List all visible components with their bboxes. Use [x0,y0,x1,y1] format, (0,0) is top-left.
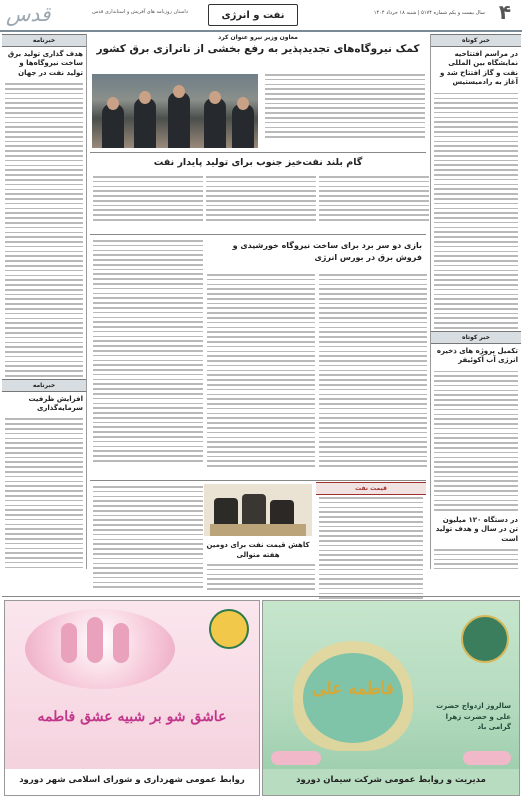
third-story [90,236,426,478]
left-box-label: خبرنامه [2,34,86,47]
right-column-title: در مراسم افتتاحیه نمایشگاه بین المللی نفت و گاز افتتاح شد و آغاز به رادمیستیس [440,50,518,87]
left-column-text [2,81,86,378]
fourth-story [90,482,426,592]
right-column-text-2 [431,369,521,513]
oil-box-label: قیمت نفت [316,482,426,495]
municipality-logo [209,609,249,649]
right-box-label-2: خبر کوتاه [431,331,521,344]
ad-left-art-text: عاشق شو بر شبیه عشق فاطمه [37,709,227,725]
ad-left-caption: روابط عمومی شهرداری و شورای اسلامی شهر دورود [19,775,245,785]
fourth-text-a [90,484,206,590]
third-headline: بازی دو سر برد برای ساخت نیروگاه خورشیدی و فروش برق در بورس انرژی [232,241,422,262]
right-column [430,34,521,569]
cement-company-logo [461,615,509,663]
lead-kicker: معاون وزیر نیرو عنوان کرد [218,34,298,41]
ad-right-side-text: سالروز ازدواج حضرت علی و حضرت زهرا گرامی باد [436,702,511,731]
newspaper-subtitle: داستان روزنامه های آفریش و استانداری قدس [92,9,188,15]
third-text-c [316,272,430,469]
left-column-text-2 [2,416,86,569]
newspaper-logo: قدس [6,2,51,26]
ad-right-art-text: فاطمه علی [312,679,394,699]
issue-info: سال بیست و یکم شماره ۵۱۷۴ | شنبه ۱۸ خرداد ۱۴۰۴ [373,10,485,16]
second-text-a [90,174,206,223]
fourth-text-c [316,495,426,601]
lead-photo [92,74,258,148]
lead-story [90,34,426,150]
right-box-label: خبر کوتاه [431,34,521,47]
right-column-title-2: تکمیل پروژه های ذخیره انرژی آب آکوئیفر [436,346,518,365]
oil-headline: کاهش قیمت نفت برای دومین هفته متوالی [206,541,310,560]
lead-text [262,72,428,140]
third-text-a [90,238,206,464]
third-text-b [204,272,318,469]
ad-cement-company [262,600,520,796]
page-header [0,0,522,32]
ad-right-caption: مدیریت و روابط عمومی شرکت سیمان دورود [296,775,486,785]
second-text-b [203,174,319,223]
lead-headline: کمک نیروگاه‌های تجدیدپذیر به رفع بخشی از ناترازی برق کشور [96,43,420,55]
ad-municipality [4,600,260,796]
right-column-text-3 [431,547,521,569]
second-story [90,154,426,232]
second-headline: گام بلند نفت‌خیز جنوب برای تولید پایدار نفت [153,157,363,168]
right-column-text [431,91,521,331]
oil-barrels-photo [204,484,312,536]
section-title: نفت و انرژی [208,4,298,26]
second-text-c [316,174,432,223]
fourth-text-b [204,562,318,592]
left-column [2,34,87,569]
page-number: ۴ [498,0,512,24]
right-column-title-3: در دستگاه ۱۲۰ میلیون تن در سال و هدف تولید است [435,515,518,543]
left-column-title: هدف گذاری تولید برق ساخت نیروگاه‌ها و تولید نفت در جهان [7,50,83,77]
left-box-label-2: خبرنامه [2,379,86,392]
left-column-title-2: افزایش ظرفیت سرمایه‌گذاری [28,394,83,412]
